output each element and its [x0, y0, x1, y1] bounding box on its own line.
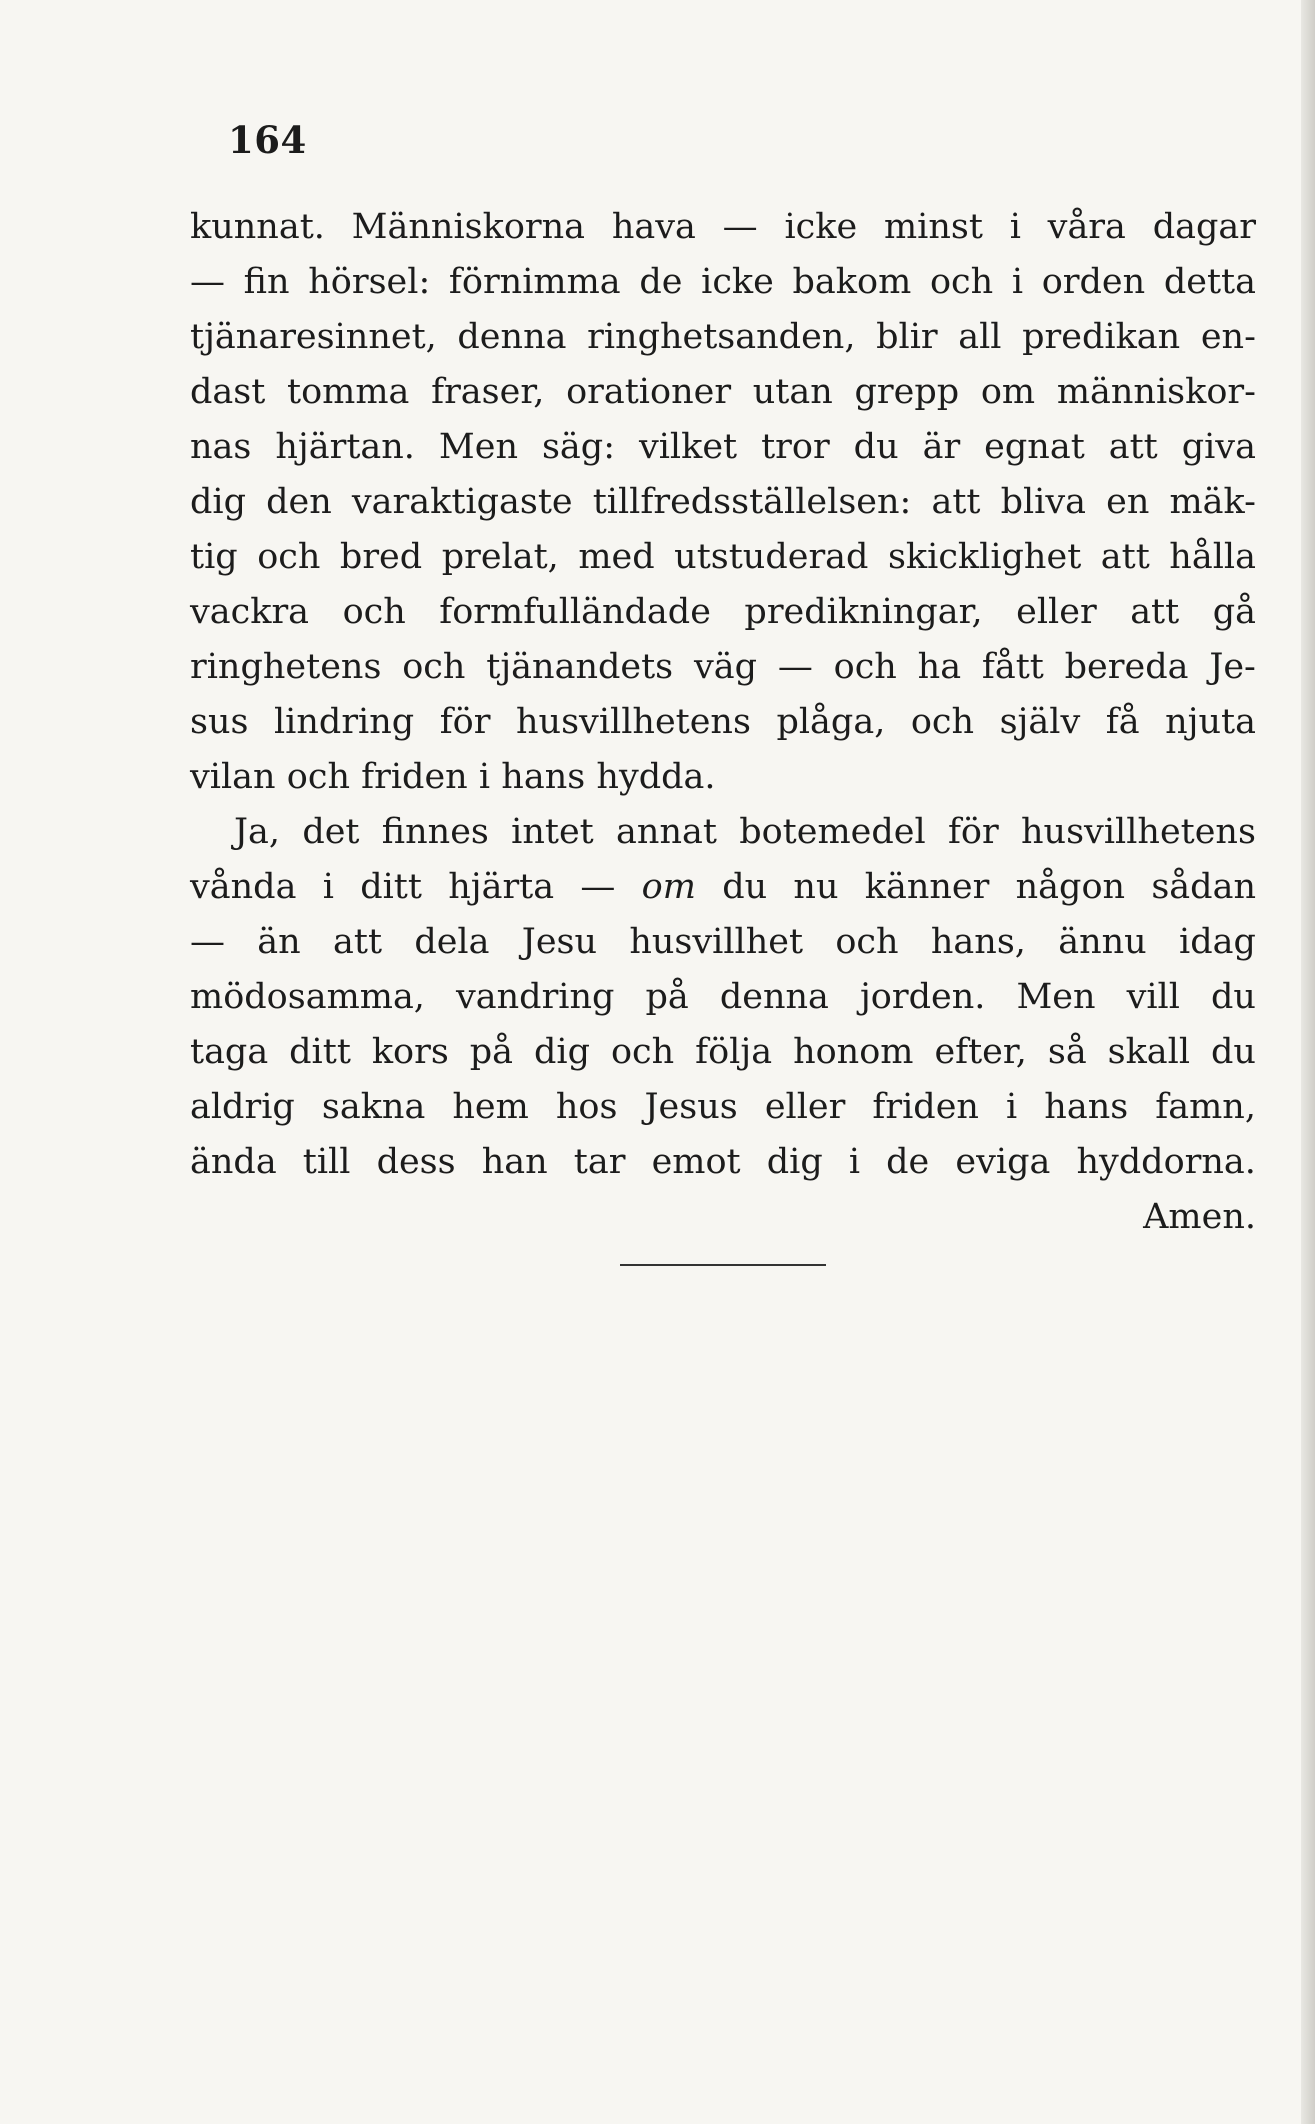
word: att: [1108, 427, 1158, 467]
word: kors: [371, 1032, 449, 1072]
word: Men: [1016, 977, 1096, 1017]
text-line: [190, 805, 1256, 860]
word: —: [777, 647, 813, 687]
word: känner: [864, 867, 990, 907]
word: säg:: [541, 427, 615, 467]
word: predikan: [1022, 317, 1181, 357]
word: det: [302, 812, 360, 852]
word: att: [931, 482, 981, 522]
section-rule: [620, 1264, 826, 1266]
paragraph-1: [190, 200, 1256, 805]
text-line: [190, 475, 1256, 530]
word: njuta: [1165, 702, 1256, 742]
word: dagar: [1152, 207, 1256, 247]
text-line: [190, 695, 1256, 750]
word: dig: [534, 1032, 591, 1072]
word: tror: [761, 427, 830, 467]
word: tig: [190, 537, 238, 577]
word: utstuderad: [674, 537, 869, 577]
word: mödosamma,: [190, 977, 425, 1017]
word: i: [322, 867, 334, 907]
page-number: 164: [228, 118, 307, 162]
text-line: [190, 200, 1256, 255]
word: hjärtan.: [275, 427, 415, 467]
word: du: [722, 867, 768, 907]
word: efter,: [934, 1032, 1027, 1072]
word: vandring: [455, 977, 615, 1017]
word: att: [1100, 537, 1150, 577]
word: hem: [452, 1087, 529, 1127]
word: jorden.: [859, 977, 986, 1017]
word: hans: [501, 757, 586, 797]
word: väg: [693, 647, 757, 687]
word: för: [947, 812, 999, 852]
word: fått: [981, 647, 1044, 687]
word: bred: [339, 537, 423, 577]
word: Människorna: [351, 207, 586, 247]
word: själv: [999, 702, 1081, 742]
word: bereda: [1064, 647, 1189, 687]
word: aldrig: [190, 1087, 295, 1127]
word: dess: [376, 1142, 456, 1182]
word: förnimma: [448, 262, 621, 302]
word: husvillhet: [629, 922, 804, 962]
word: famn,: [1155, 1087, 1256, 1127]
body-text: [190, 200, 1256, 1245]
word: i: [1006, 1087, 1018, 1127]
word: vackra: [190, 592, 310, 632]
word: hålla: [1169, 537, 1256, 577]
word: skall: [1107, 1032, 1191, 1072]
word: sådan: [1151, 867, 1256, 907]
text-line: [190, 365, 1256, 420]
word: du: [1211, 1032, 1256, 1072]
word: följa: [695, 1032, 773, 1072]
word: är: [922, 427, 961, 467]
word: eller: [764, 1087, 846, 1127]
word: i: [478, 757, 491, 797]
word: ringhetsanden,: [587, 317, 856, 357]
word: botemedel: [739, 812, 926, 852]
word: ända: [190, 1142, 277, 1182]
word: hydda.: [596, 757, 716, 797]
word: vilan: [190, 757, 276, 797]
word: nas: [190, 427, 252, 467]
word: om: [641, 867, 696, 907]
word: du: [853, 427, 899, 467]
word: detta: [1163, 262, 1256, 302]
word: den: [266, 482, 332, 522]
word: sus: [190, 702, 249, 742]
word: han: [481, 1142, 548, 1182]
word: tar: [573, 1142, 626, 1182]
word: —: [580, 867, 616, 907]
word: egnat: [984, 427, 1085, 467]
word: ringhetens: [190, 647, 382, 687]
word: du: [1211, 977, 1256, 1017]
word: icke: [784, 207, 858, 247]
text-line: [190, 1025, 1256, 1080]
word: bakom: [792, 262, 912, 302]
word: hans: [1044, 1087, 1129, 1127]
word: och: [835, 922, 899, 962]
word: hörsel:: [308, 262, 431, 302]
word: friden: [872, 1087, 979, 1127]
word: eller: [1016, 592, 1097, 632]
word: annat: [616, 812, 717, 852]
text-line: [190, 585, 1256, 640]
word: våra: [1047, 207, 1126, 247]
word: med: [578, 537, 655, 577]
word: dast: [190, 372, 266, 412]
word: Jesu: [521, 922, 598, 962]
word: och: [610, 1032, 675, 1072]
text-line: [190, 640, 1256, 695]
word: ha: [917, 647, 962, 687]
word: minst: [883, 207, 983, 247]
word: husvillhetens: [1021, 812, 1256, 852]
word: hos: [555, 1087, 618, 1127]
word: människor-: [1056, 372, 1256, 412]
word: lindring: [273, 702, 415, 742]
word: få: [1105, 702, 1140, 742]
word: på: [469, 1032, 514, 1072]
text-line: [190, 1080, 1256, 1135]
word: hava: [611, 207, 696, 247]
text-line: [190, 970, 1256, 1025]
word: ditt: [360, 867, 422, 907]
word: hyddorna.: [1076, 1142, 1256, 1182]
word: eviga: [955, 1142, 1051, 1182]
word: all: [958, 317, 1002, 357]
word: prelat,: [441, 537, 559, 577]
word: —: [722, 207, 758, 247]
word: Je-: [1209, 647, 1256, 687]
word: någon: [1015, 867, 1126, 907]
word: —: [190, 262, 225, 302]
word: Jesus: [644, 1087, 738, 1127]
word: och: [910, 702, 975, 742]
word: orden: [1041, 262, 1146, 302]
word: bliva: [1000, 482, 1086, 522]
word: de: [639, 262, 683, 302]
word: orationer: [566, 372, 732, 412]
word: plåga,: [776, 702, 886, 742]
text-line: [190, 915, 1256, 970]
word: att: [333, 922, 383, 962]
word: de: [886, 1142, 930, 1182]
text-line: [190, 750, 1256, 805]
word: en-: [1200, 317, 1256, 357]
word: hjärta: [448, 867, 555, 907]
word: husvillhetens: [516, 702, 751, 742]
word: och: [833, 647, 897, 687]
word: predikningar,: [744, 592, 983, 632]
paragraph-2-rest: [190, 915, 1256, 1190]
word: och: [402, 647, 466, 687]
word: grepp: [854, 372, 960, 412]
amen-line: [190, 1190, 1256, 1245]
word: Men: [438, 427, 518, 467]
word: fraser,: [431, 372, 545, 412]
word: sakna: [321, 1087, 426, 1127]
text-line: [190, 530, 1256, 585]
word: intet: [511, 812, 594, 852]
word: giva: [1181, 427, 1256, 467]
word: till: [302, 1142, 351, 1182]
page-edge: [1301, 0, 1315, 2124]
word: tomma: [287, 372, 410, 412]
word: nu: [793, 867, 839, 907]
word: i: [1011, 262, 1024, 302]
word: än: [257, 922, 301, 962]
word: tjänandets: [486, 647, 674, 687]
word: på: [645, 977, 689, 1017]
word: skicklighet: [887, 537, 1082, 577]
word: —: [190, 922, 225, 962]
word: tjänaresinnet,: [190, 317, 437, 357]
word: emot: [651, 1142, 741, 1182]
word: blir: [876, 317, 938, 357]
word: så: [1047, 1032, 1087, 1072]
word: vånda: [190, 867, 297, 907]
word: att: [1130, 592, 1180, 632]
word: taga: [190, 1032, 269, 1072]
text-line: [190, 420, 1256, 475]
word: utan: [752, 372, 833, 412]
word: friden: [361, 757, 468, 797]
word: dig: [190, 482, 247, 522]
word: varaktigaste: [351, 482, 573, 522]
word: finnes: [381, 812, 489, 852]
word: i: [848, 1142, 861, 1182]
word: om: [980, 372, 1036, 412]
text-line: [190, 255, 1256, 310]
word: i: [1009, 207, 1021, 247]
word: en: [1106, 482, 1150, 522]
word: och: [286, 757, 350, 797]
word: kunnat.: [190, 207, 325, 247]
word: honom: [793, 1032, 914, 1072]
word: och: [929, 262, 994, 302]
word: och: [342, 592, 406, 632]
word: fin: [243, 262, 290, 302]
word: dig: [766, 1142, 823, 1182]
word: ännu: [1058, 922, 1147, 962]
word: denna: [719, 977, 829, 1017]
word: Ja,: [234, 812, 281, 852]
paragraph-2: [190, 805, 1256, 1190]
amen: Amen.: [1143, 1197, 1256, 1237]
word: idag: [1179, 922, 1256, 962]
word: tillfredsställelsen:: [592, 482, 912, 522]
text-line: [190, 1135, 1256, 1190]
text-line: [190, 310, 1256, 365]
word: hans,: [930, 922, 1026, 962]
text-line: [190, 860, 1256, 915]
word: och: [257, 537, 321, 577]
word: formfulländade: [439, 592, 711, 632]
word: vill: [1126, 977, 1180, 1017]
word: denna: [457, 317, 567, 357]
word: mäk-: [1169, 482, 1256, 522]
word: gå: [1212, 592, 1256, 632]
word: ditt: [289, 1032, 351, 1072]
word: icke: [701, 262, 774, 302]
word: vilket: [638, 427, 738, 467]
word: för: [439, 702, 491, 742]
word: dela: [414, 922, 490, 962]
